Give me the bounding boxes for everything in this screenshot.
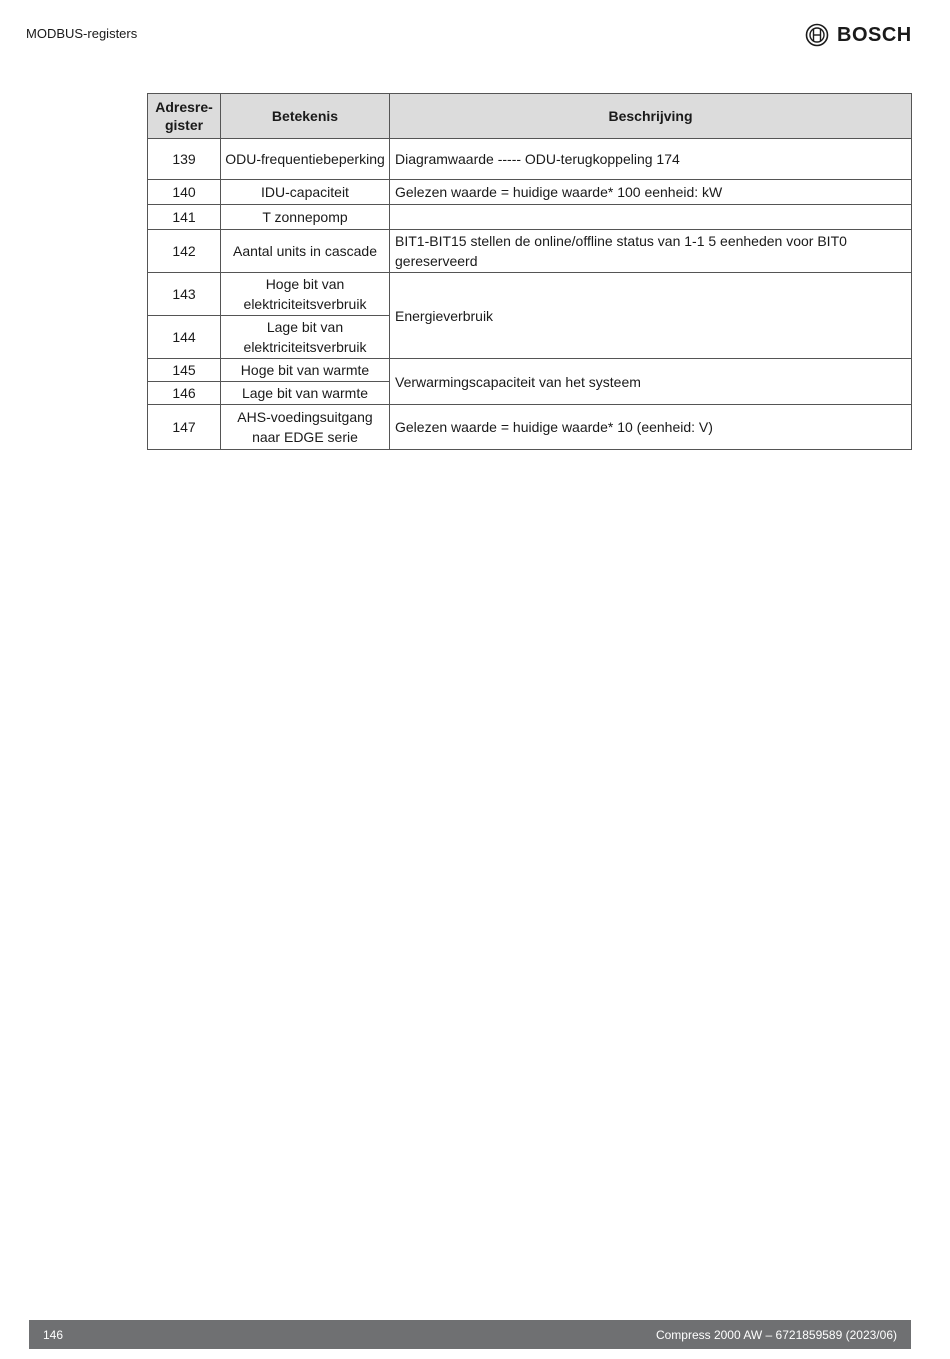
register-address: 145	[148, 359, 221, 382]
bosch-armature-logo-icon	[805, 23, 829, 47]
header-description: Beschrijving	[390, 94, 912, 139]
register-description	[390, 205, 912, 230]
register-meaning: Lage bit van warmte	[221, 382, 390, 405]
footer-bar	[29, 1320, 911, 1349]
table-row	[148, 230, 912, 273]
table-row	[148, 205, 912, 230]
table-row	[148, 273, 912, 316]
register-address: 140	[148, 180, 221, 205]
table-row	[148, 359, 912, 382]
register-address: 143	[148, 273, 221, 316]
register-meaning: ODU-frequentiebeperking	[221, 139, 390, 180]
document-reference: Compress 2000 AW – 6721859589 (2023/06)	[655, 1328, 897, 1342]
register-description: Gelezen waarde = huidige waarde* 100 eenheid: kW	[390, 180, 912, 205]
register-meaning: Lage bit van elektriciteitsverbruik	[221, 316, 390, 359]
table-row	[148, 139, 912, 180]
register-address: 142	[148, 230, 221, 273]
register-meaning: T zonnepomp	[221, 205, 390, 230]
register-address: 147	[148, 405, 221, 450]
register-meaning: IDU-capaciteit	[221, 180, 390, 205]
register-address: 139	[148, 139, 221, 180]
register-meaning: Hoge bit van warmte	[221, 359, 390, 382]
header-address: Adresre-gister	[148, 94, 221, 139]
register-meaning: AHS-voedingsuitgang naar EDGE serie	[221, 405, 390, 450]
register-description: Diagramwaarde ----- ODU-terugkoppeling 174	[390, 139, 912, 180]
section-title: MODBUS-registers	[26, 26, 138, 41]
register-description: Verwarmingscapaciteit van het systeem	[390, 359, 912, 405]
table-row	[148, 405, 912, 450]
register-address: 144	[148, 316, 221, 359]
register-description: Gelezen waarde = huidige waarde* 10 (eenheid: V)	[390, 405, 912, 450]
table-header-row	[148, 94, 912, 139]
header-meaning: Betekenis	[221, 94, 390, 139]
brand-name: BOSCH	[837, 23, 912, 46]
register-address: 146	[148, 382, 221, 405]
modbus-register-table	[147, 93, 912, 450]
table-row	[148, 180, 912, 205]
register-meaning: Hoge bit van elektriciteitsverbruik	[221, 273, 390, 316]
page-number: 146	[43, 1328, 64, 1342]
register-address: 141	[148, 205, 221, 230]
register-meaning: Aantal units in cascade	[221, 230, 390, 273]
brand-block	[805, 23, 912, 47]
register-description: BIT1-BIT15 stellen de online/offline status van 1-1 5 eenheden voor BIT0 gereserveerd	[390, 230, 912, 273]
register-description: Energieverbruik	[390, 273, 912, 359]
